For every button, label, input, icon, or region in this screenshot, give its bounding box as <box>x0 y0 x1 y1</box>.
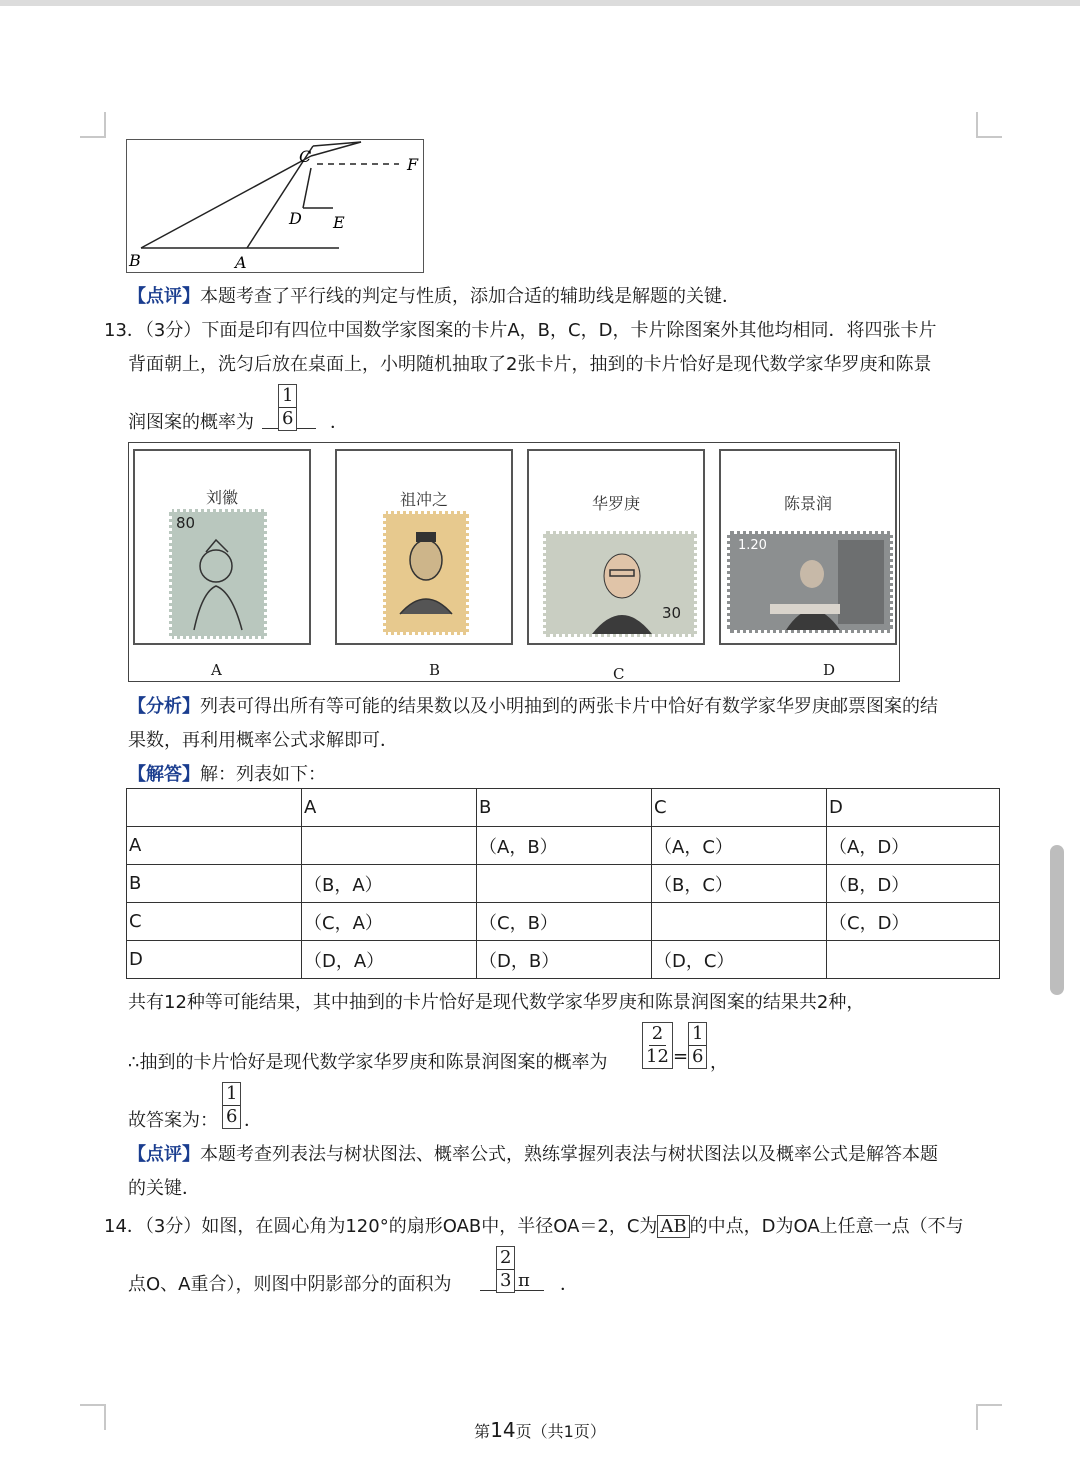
table-cell: （C，D） <box>827 903 1000 941</box>
solution-text: 解：列表如下： <box>200 764 326 785</box>
table-cell: （A，B） <box>477 827 652 865</box>
geometry-figure <box>126 139 424 273</box>
table-cell: （C，B） <box>477 903 652 941</box>
fraction-denominator: 3 <box>500 1270 512 1291</box>
fraction-numerator: 1 <box>279 385 296 408</box>
table-cell: B <box>477 789 652 827</box>
result-comma: ， <box>710 1052 728 1073</box>
page-number: 14 <box>490 1418 516 1442</box>
card-letter-d: D <box>823 661 836 679</box>
table-cell: C <box>127 903 302 941</box>
card-c <box>527 449 705 645</box>
top-bar <box>0 0 1080 6</box>
geometry-diagram <box>127 140 423 272</box>
q13-tail: ． <box>330 412 348 433</box>
probability-fraction <box>642 1022 673 1069</box>
analysis-line1 <box>128 692 938 718</box>
comment-13-line1 <box>128 1140 938 1166</box>
arc-ab: AB <box>657 1215 689 1238</box>
label-f: F <box>407 155 419 174</box>
comment-tag: 【点评】 <box>128 286 200 307</box>
card-d <box>719 449 897 645</box>
table-cell <box>302 827 477 865</box>
q14-text-b: 的中点，D为OA上任意一点（不与 <box>689 1216 964 1237</box>
label-b: B <box>129 251 141 270</box>
q13-line1: 13．（3分）下面是印有四位中国数学家图案的卡片A，B，C，D，卡片除图案外其他均相同．将四张卡片 <box>104 320 937 341</box>
answer-label: 故答案为： <box>128 1110 218 1131</box>
card-letter-c: C <box>613 665 625 683</box>
card-b <box>335 449 513 645</box>
footer-suffix: 页（共1页） <box>515 1422 606 1441</box>
q14-text-a: 14．（3分）如图，在圆心角为120°的扇形OAB中，半径OA＝2，C为 <box>104 1216 658 1237</box>
fraction-numerator: 1 <box>223 1083 240 1106</box>
card-name: 华罗庚 <box>591 494 640 513</box>
comment-text: 本题考查列表法与树状图法、概率公式，熟练掌握列表法与树状图法以及概率公式是解答本题 <box>200 1144 938 1165</box>
equals-sign: = <box>673 1046 689 1067</box>
q13-line3: 润图案的概率为 <box>128 412 254 433</box>
card-name: 祖冲之 <box>399 490 448 509</box>
solution-tag: 【解答】 <box>128 764 200 785</box>
table-cell: （C，A） <box>302 903 477 941</box>
table-cell <box>652 903 827 941</box>
fraction-numerator: 1 <box>689 1023 706 1046</box>
stamp-image-liuhui <box>169 509 267 639</box>
table-cell <box>127 789 302 827</box>
stamp-value: 1.20 <box>738 538 767 553</box>
q14-answer-fraction <box>496 1246 515 1293</box>
answer-period: ． <box>244 1110 262 1131</box>
label-c: C <box>299 147 312 166</box>
table-cell: （D，A） <box>302 941 477 979</box>
table-cell: A <box>127 827 302 865</box>
card-letter-a: A <box>211 661 222 679</box>
table-row <box>127 941 1000 979</box>
outcome-table <box>126 788 1000 979</box>
fraction-numerator: 2 <box>649 1023 666 1046</box>
fraction-denominator: 6 <box>226 1106 238 1127</box>
analysis-tag: 【分析】 <box>128 696 200 717</box>
page-footer <box>0 1418 1080 1442</box>
comment-tag: 【点评】 <box>128 1144 200 1165</box>
table-cell: （A，C） <box>652 827 827 865</box>
result-line1: 共有12种等可能结果，其中抽到的卡片恰好是现代数学家华罗庚和陈景润图案的结果共2种， <box>128 992 865 1013</box>
table-cell: C <box>652 789 827 827</box>
comment-12 <box>128 282 740 308</box>
crop-mark-top-left <box>80 112 106 138</box>
q13-answer-fraction <box>278 384 297 431</box>
solution-line <box>128 760 326 786</box>
fraction-denominator: 6 <box>282 408 294 429</box>
portrait-icon <box>386 514 466 632</box>
analysis-text: 列表可得出所有等可能的结果数以及小明抽到的两张卡片中恰好有数学家华罗庚邮票图案的结 <box>200 696 938 717</box>
fraction-numerator: 2 <box>497 1247 514 1270</box>
table-cell: D <box>827 789 1000 827</box>
table-cell: （D，B） <box>477 941 652 979</box>
fraction-denominator: 12 <box>646 1046 669 1067</box>
stamp-cards <box>128 442 900 682</box>
stamp-image-zuchongzhi <box>383 511 469 635</box>
table-cell: （B，C） <box>652 865 827 903</box>
table-cell: （B，A） <box>302 865 477 903</box>
card-letter-b: B <box>429 661 441 679</box>
footer-prefix: 第 <box>474 1422 491 1441</box>
table-row <box>127 903 1000 941</box>
result-line2: ∴抽到的卡片恰好是现代数学家华罗庚和陈景润图案的概率为 <box>128 1052 608 1073</box>
table-cell: （A，D） <box>827 827 1000 865</box>
q14-line2: 点O、A重合），则图中阴影部分的面积为 <box>128 1274 452 1295</box>
stamp-image-hualuogeng <box>543 531 697 637</box>
comment-text: 本题考查了平行线的判定与性质，添加合适的辅助线是解题的关键． <box>200 286 740 307</box>
stamp-value: 80 <box>176 514 196 532</box>
label-d: D <box>289 209 302 228</box>
scrollbar-thumb[interactable] <box>1050 845 1064 995</box>
q14-line1 <box>104 1212 964 1238</box>
table-cell: A <box>302 789 477 827</box>
analysis-line2: 果数，再利用概率公式求解即可． <box>128 730 398 751</box>
table-cell: （D，C） <box>652 941 827 979</box>
table-cell <box>477 865 652 903</box>
card-name: 刘徽 <box>205 488 238 507</box>
fraction-denominator: 6 <box>692 1046 704 1067</box>
answer-fraction <box>222 1082 241 1129</box>
table-row <box>127 827 1000 865</box>
table-cell: B <box>127 865 302 903</box>
table-cell: D <box>127 941 302 979</box>
card-name: 陈景润 <box>783 494 832 513</box>
comment-13-line2: 的关键． <box>128 1178 200 1199</box>
table-cell <box>827 941 1000 979</box>
stamp-image-chenjingrun <box>727 531 893 633</box>
label-a: A <box>235 253 247 272</box>
table-header-row <box>127 789 1000 827</box>
table-row <box>127 865 1000 903</box>
q13-line2: 背面朝上，洗匀后放在桌面上，小明随机抽取了2张卡片，抽到的卡片恰好是现代数学家华罗庚和陈景 <box>128 354 932 375</box>
card-a <box>133 449 311 645</box>
table-cell: （B，D） <box>827 865 1000 903</box>
simplified-fraction <box>688 1022 707 1069</box>
stamp-value: 30 <box>662 604 682 622</box>
label-e: E <box>333 213 345 232</box>
q14-tail: ． <box>560 1274 578 1295</box>
pi-symbol: π <box>518 1270 530 1291</box>
crop-mark-top-right <box>976 112 1002 138</box>
